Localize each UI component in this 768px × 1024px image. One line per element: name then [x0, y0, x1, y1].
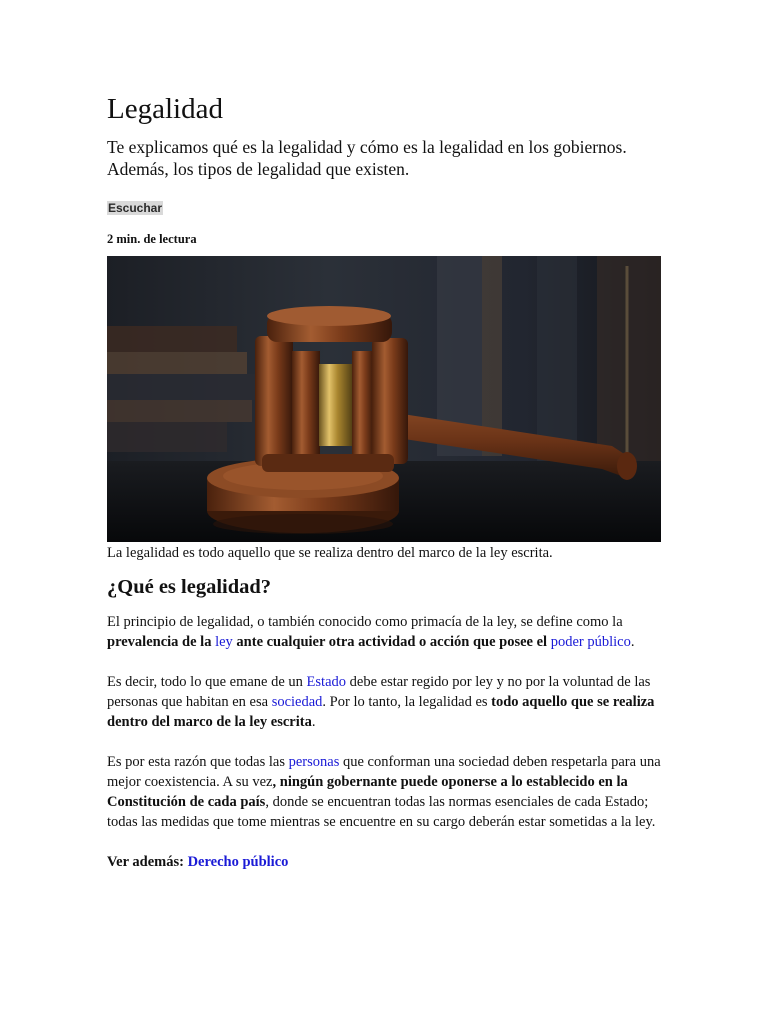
bold-segment: ante cualquier otra actividad o acción que posee el	[232, 634, 551, 650]
text-segment: que conforman una sociedad deben respetarla para una mejor coexistencia. A su vez	[107, 754, 661, 790]
link-estado[interactable]: Estado	[306, 674, 347, 690]
paragraph-3	[107, 752, 667, 832]
bold-segment: todo aquello que se realiza dentro del marco de la ley escrita	[107, 694, 655, 730]
article	[107, 92, 667, 872]
link-poder-publico[interactable]: poder público	[550, 634, 631, 650]
listen-button[interactable]: Escuchar	[108, 201, 163, 215]
bold-segment: prevalencia de la	[107, 634, 216, 650]
text-segment: Es decir, todo lo que emane de un	[107, 674, 307, 690]
article-title: Legalidad	[107, 93, 223, 125]
text-segment: debe estar regido por ley y no por la voluntad de las personas que habitan en esa	[107, 674, 651, 710]
paragraph-1	[107, 612, 667, 652]
text-segment: , donde se encuentran todas las normas esenciales de cada Estado; todas las medidas que tome mientras se encuentre en su cargo deberán estar sometidas a la ley.	[107, 794, 656, 830]
article-intro: Te explicamos qué es la legalidad y cómo es la legalidad en los gobiernos. Además, los tipos de legalidad que existen.	[107, 137, 627, 179]
text-segment: .	[311, 714, 316, 730]
paragraph-2	[107, 672, 667, 732]
image-caption: La legalidad es todo aquello que se realiza dentro del marco de la ley escrita.	[107, 545, 553, 561]
bold-segment: , ningún gobernante puede oponerse a lo establecido en la Constitución de cada país	[107, 774, 628, 810]
link-derecho-publico[interactable]: Derecho público	[187, 854, 289, 870]
link-ley[interactable]: ley	[215, 634, 233, 650]
see-also	[107, 852, 667, 872]
link-sociedad[interactable]: sociedad	[271, 694, 323, 710]
text-segment: El principio de legalidad, o también conocido como primacía de la ley, se define como la	[107, 614, 623, 630]
link-personas[interactable]: personas	[288, 754, 340, 770]
read-time: 2 min. de lectura	[107, 232, 197, 246]
section-heading: ¿Qué es legalidad?	[107, 576, 272, 598]
text-segment: . Por lo tanto, la legalidad es	[322, 694, 492, 710]
gavel-image	[107, 256, 661, 542]
text-segment: Es por esta razón que todas las	[107, 754, 289, 770]
see-also-label: Ver además:	[107, 854, 188, 870]
text-segment: .	[630, 634, 635, 650]
